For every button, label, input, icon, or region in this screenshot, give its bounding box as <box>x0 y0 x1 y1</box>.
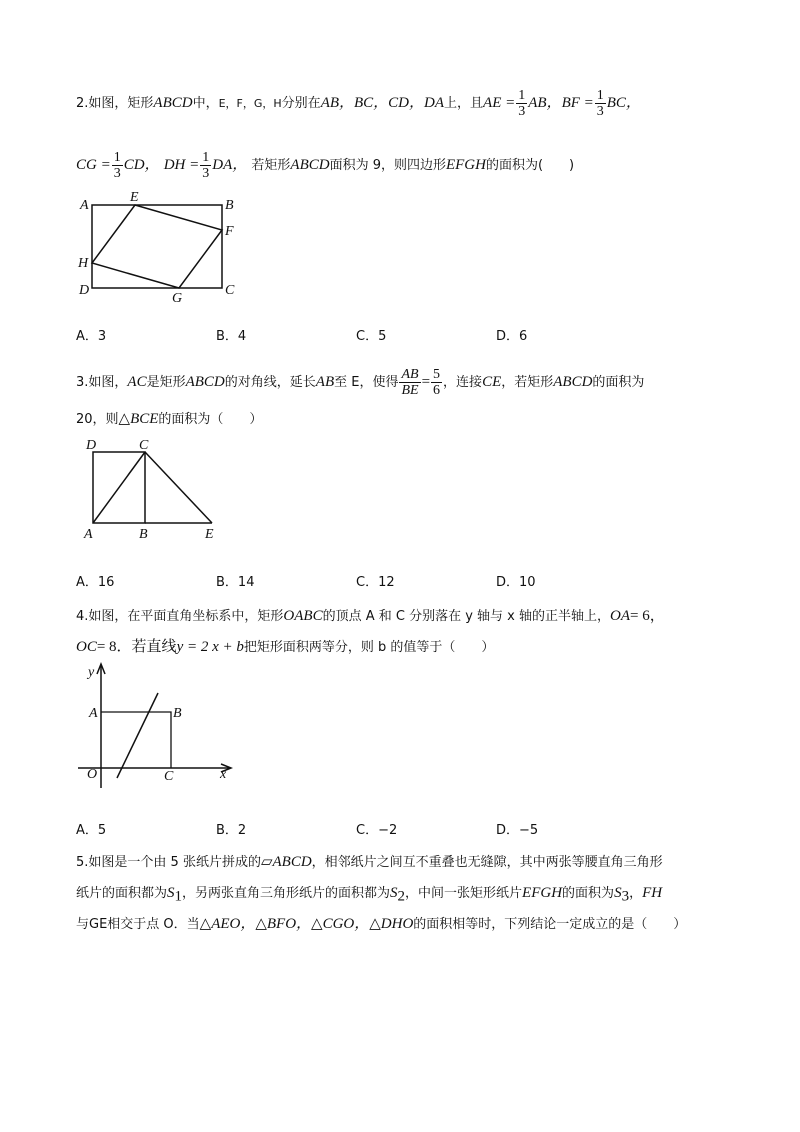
label-O: O <box>87 767 98 782</box>
label-A: A <box>80 198 89 213</box>
q4-figure <box>76 660 246 790</box>
fraction-one-third: $\frac{1}{3}$ <box>202 150 210 181</box>
q4-line-2: OC= 8．若直线y = 2 x + b把矩形面积两等分，则 b 的值等于（ ） <box>76 639 495 655</box>
label-C: C <box>139 438 149 453</box>
label-D: D <box>79 283 90 298</box>
label-D: D <box>86 438 97 453</box>
q3-option-d[interactable]: D．10 <box>496 575 536 590</box>
q2-option-c[interactable]: C．5 <box>356 329 387 344</box>
fraction-ab-over-be: $\frac{AB}{BE}$ <box>401 367 419 398</box>
q2-line-2: CG = $\frac{1}{3}$ CD， DH = $\frac{1}{3}$ DA， 若矩形ABCD面积为 9，则四边形EFGH的面积为( ) <box>76 150 575 181</box>
q3-option-b[interactable]: B．14 <box>216 575 255 590</box>
q2-line-1: 2.如图，矩形ABCD中，E，F，G，H分别在AB，BC，CD，DA上，且AE = $\frac{1}{3}$ AB，BF = $\frac{1}{3}$ BC， <box>76 88 641 119</box>
label-E: E <box>205 527 214 542</box>
label-H: H <box>78 256 89 271</box>
label-G: G <box>172 291 183 305</box>
label-E: E <box>130 190 139 205</box>
fraction-one-third: $\frac{1}{3}$ <box>113 150 121 181</box>
q2-option-b[interactable]: B．4 <box>216 329 247 344</box>
fraction-one-third: $\frac{1}{3}$ <box>518 88 526 119</box>
fraction-one-third: $\frac{1}{3}$ <box>596 88 604 119</box>
q2-option-a[interactable]: A．3 <box>76 329 107 344</box>
q4-option-d[interactable]: D．−5 <box>496 823 539 838</box>
q3-line-1: 3.如图，AC是矩形ABCD的对角线，延长AB至 E，使得 $\frac{AB}{BE}$ = $\frac{5}{6}$ ，连接CE，若矩形ABCD的面积为 <box>76 367 645 398</box>
q3-option-c[interactable]: C．12 <box>356 575 395 590</box>
rect-abcd <box>92 205 222 288</box>
fraction-five-sixths: $\frac{5}{6}$ <box>433 367 441 398</box>
q4-option-a[interactable]: A．5 <box>76 823 107 838</box>
q5-line-2: 纸片的面积都为$S_1$，另两张直角三角形纸片的面积都为$S_2$，中间一张矩形纸片EFGH的面积为$S_3$，FH <box>76 885 663 905</box>
q3-line-2: 20，则△BCE的面积为（ ） <box>76 411 263 427</box>
label-A: A <box>89 706 98 721</box>
label-x: x <box>220 767 227 782</box>
q2-option-d[interactable]: D．6 <box>496 329 528 344</box>
label-y: y <box>88 665 95 680</box>
label-A: A <box>84 527 93 542</box>
diagonal-ac <box>93 452 145 523</box>
line-y-2x-b <box>117 693 158 778</box>
q4-option-c[interactable]: C．−2 <box>356 823 398 838</box>
q3-option-a[interactable]: A．16 <box>76 575 115 590</box>
label-B: B <box>173 706 182 721</box>
quad-efgh <box>92 205 222 288</box>
label-C: C <box>164 769 174 784</box>
segment-ce <box>145 452 212 523</box>
q4-line-1: 4.如图，在平面直角坐标系中，矩形OABC的顶点 A 和 C 分别落在 y 轴与 x 轴的正半轴上，OA= 6， <box>76 608 665 624</box>
q5-line-1: 5.如图是一个由 5 张纸片拼成的▱ABCD，相邻纸片之间互不重叠也无缝隙，其中两张等腰直角三角形 <box>76 854 663 870</box>
label-B: B <box>225 198 234 213</box>
q4-option-b[interactable]: B．2 <box>216 823 247 838</box>
label-B: B <box>139 527 148 542</box>
q2-figure <box>74 190 254 305</box>
q3-figure <box>78 434 228 544</box>
label-C: C <box>225 283 235 298</box>
label-F: F <box>225 224 234 239</box>
q5-line-3: 与GE相交于点 O．当△AEO，△BFO，△CGO，△DHO的面积相等时，下列结论一定成立的是（ ） <box>76 916 687 932</box>
